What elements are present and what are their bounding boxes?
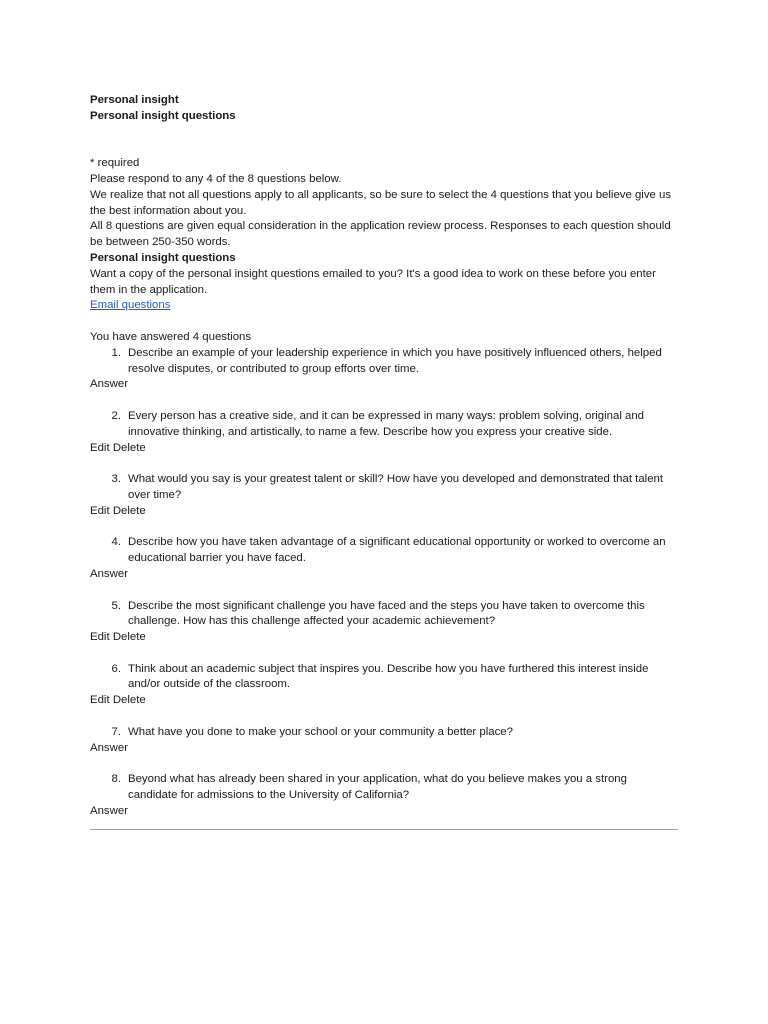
question-text: Beyond what has already been shared in your application, what do you believe makes you a strong candidate for admissions to the University of California? <box>128 773 627 802</box>
edit-button[interactable]: Edit <box>90 441 110 454</box>
email-prompt: Want a copy of the personal insight questions emailed to you? It's a good idea to work on these before you enter them in the application. <box>90 267 656 296</box>
delete-button[interactable]: Delete <box>112 694 146 707</box>
question-number: 4. <box>111 536 121 549</box>
question-list <box>90 346 680 820</box>
question-item <box>90 472 680 519</box>
question-actions <box>90 441 680 457</box>
edit-button[interactable]: Edit <box>90 631 110 644</box>
question-number: 6. <box>111 662 121 675</box>
question-text: Describe an example of your leadership experience in which you have positively influenced others, helped resolve disputes, or contributed to group efforts over time. <box>128 346 662 375</box>
question-actions <box>90 804 680 820</box>
delete-button[interactable]: Delete <box>112 631 146 644</box>
question-item <box>90 725 680 757</box>
email-questions-link[interactable]: Email questions <box>90 299 171 312</box>
divider <box>90 829 678 830</box>
question-number: 8. <box>111 773 121 786</box>
required-note: * required <box>90 157 140 170</box>
answer-button[interactable]: Answer <box>90 378 128 391</box>
answer-button[interactable]: Answer <box>90 567 128 580</box>
question-actions <box>90 630 680 646</box>
question-text: Describe the most significant challenge you have faced and the steps you have taken to overcome this challenge. How has this challenge affected your academic achievement? <box>128 599 645 628</box>
page-subtitle: Personal insight questions <box>90 109 236 122</box>
question-number: 1. <box>111 346 121 359</box>
question-item <box>90 599 680 646</box>
question-item <box>90 662 680 709</box>
question-text: What would you say is your greatest talent or skill? How have you developed and demonstrated that talent over time? <box>128 473 664 501</box>
instruction-text: Please respond to any 4 of the 8 questions below. <box>90 172 342 185</box>
question-actions <box>90 377 680 393</box>
edit-button[interactable]: Edit <box>90 694 110 707</box>
question-text: Describe how you have taken advantage of a significant educational opportunity or worked to overcome an educational barrier you have faced. <box>128 536 666 565</box>
answered-count: You have answered 4 questions <box>90 330 252 343</box>
question-text: Think about an academic subject that inspires you. Describe how you have furthered this interest inside and/or outside of the classroom. <box>128 662 649 691</box>
delete-button[interactable]: Delete <box>112 504 146 517</box>
question-number: 7. <box>111 725 121 738</box>
question-item <box>90 535 680 582</box>
page-title: Personal insight <box>90 94 179 106</box>
delete-button[interactable]: Delete <box>112 441 146 454</box>
question-number: 3. <box>111 473 121 486</box>
question-actions <box>90 693 680 709</box>
realize-note: We realize that not all questions apply to all applicants, so be sure to select the 4 questions that you believe give us the best information about you. <box>90 188 672 217</box>
question-number: 2. <box>111 409 121 422</box>
edit-button[interactable]: Edit <box>90 504 110 517</box>
question-actions <box>90 504 680 520</box>
consideration-note: All 8 questions are given equal consideration in the application review process. Responses to each question should be between 250-350 words. <box>90 220 671 249</box>
question-text: What have you done to make your school or your community a better place? <box>128 725 513 738</box>
section-heading: Personal insight questions <box>90 251 236 264</box>
question-number: 5. <box>111 599 121 612</box>
question-item <box>90 409 680 456</box>
question-item <box>90 772 680 819</box>
question-text: Every person has a creative side, and it can be expressed in many ways: problem solving, original and innovative thinking, and artistically, to name a few. Describe how you express your creative side. <box>128 409 645 438</box>
answer-button[interactable]: Answer <box>90 804 128 817</box>
question-actions <box>90 741 680 757</box>
answer-button[interactable]: Answer <box>90 741 128 754</box>
main-content <box>90 93 680 820</box>
question-item <box>90 346 680 393</box>
question-actions <box>90 567 680 583</box>
